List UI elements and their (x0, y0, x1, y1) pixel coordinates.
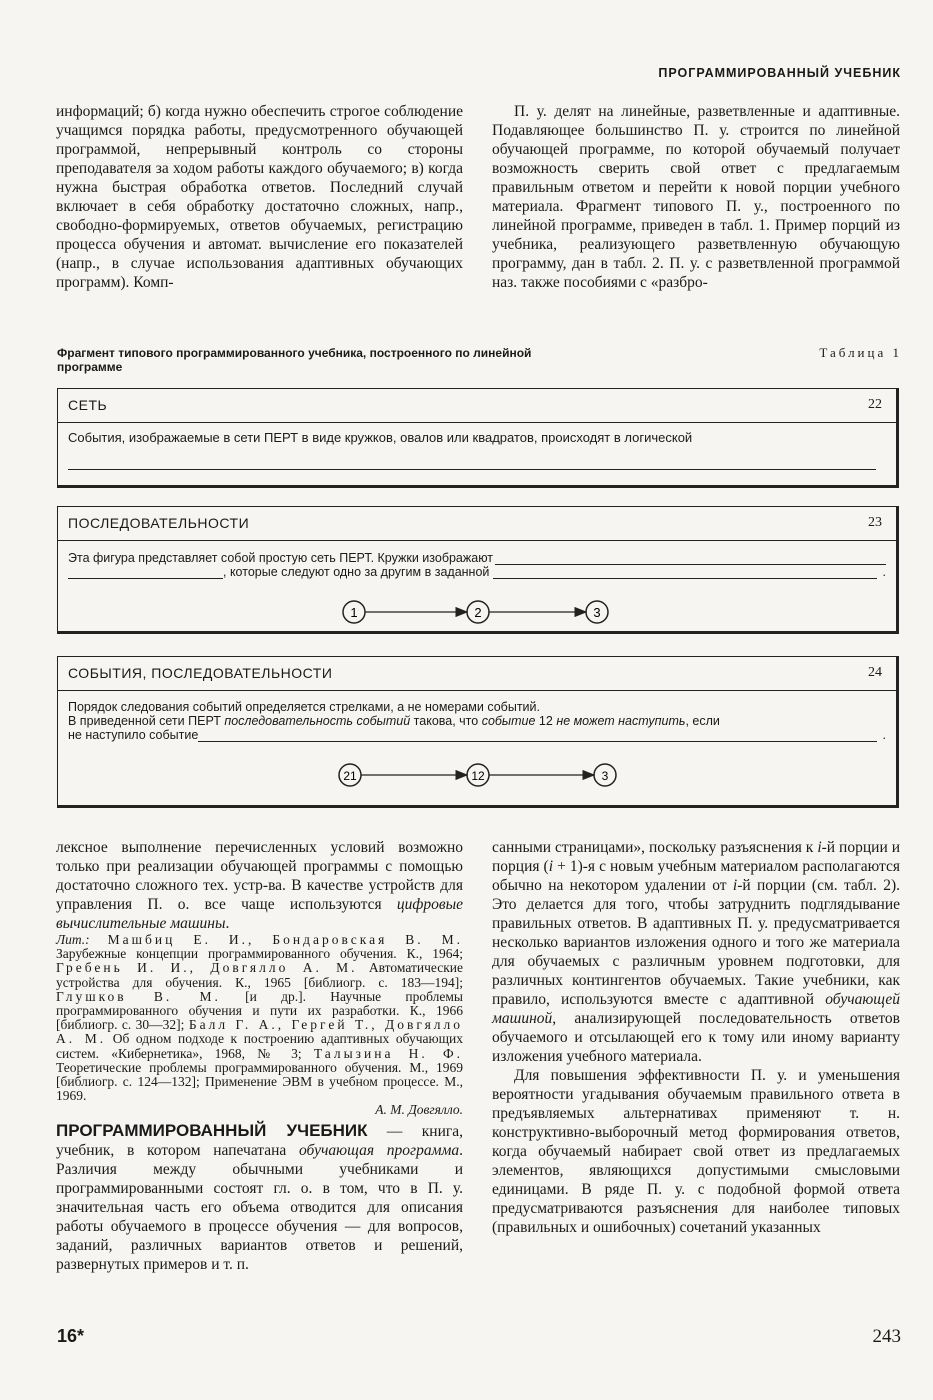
column-bottom-left (56, 838, 463, 1274)
pert-diagram (336, 757, 626, 793)
paragraph: санными страницами», поскольку разъяснения к i-й порции и порция (i + 1)-я с новым учебным материалом располагаются обычно на некотором удалении от i-й порции (см. табл. 2). Это делается для того, чтобы затруднить подглядывание правильных ответов. В адаптивных П. у. предусматривается несколько вариантов изложения одного и того же материала для обучаемых с различным уровнем подготовки, для различных контингентов обучаемых. Такие учебники, как правило, используются вместе с адаптивной обучающей машиной, анализирующей последовательность ответов обучаемого и отсылающей его к тому или иному варианту изложения учебного материала. (492, 839, 901, 1065)
frame-line (68, 728, 886, 742)
node-label: 3 (593, 605, 601, 620)
frame-text: . (882, 728, 886, 742)
column-bottom-right (492, 838, 900, 1237)
frame-body (58, 541, 896, 620)
paragraph: П. у. делят на линейные, разветвленные и адаптивные. Подавляющее большинство П. у. строится по линейной обучающей программе, по которой обучаемый получает возможность сверить свой ответ с предлагаемым правильным ответом и перейти к новой порции учебного материала. Фрагмент типового П. у., построенного по линейной программе, приведен в табл. 1. Пример порций из учебника, реализующего разветвленную обучающую программу, дан в табл. 2. П. у. с разветвленной программой наз. также пособиями с «разбро- (492, 103, 900, 291)
pert-node (343, 601, 365, 623)
frame-text: Порядок следования событий определяется стрелками, а не номерами событий. (68, 700, 540, 714)
literature-list: Лит.: Машбиц Е. И., Бондаровская В. М. Зарубежные концепции программированного обучения. К., 1964; Гребень И. И., Довгялло А. М. Автоматические устройства для обучения. К., 1965 [библиогр. с. 183—194]; Глушков В. М. [и др.]. Научные проблемы программированного обучения и пути их разработки. К., 1966 [библиогр. с. 30—32]; Балл Г. А., Гергей Т., Довгялло А. М. Об одном подходе к построению адаптивных обучающих систем. «Кибернетика», 1968, № 3; Талызина Н. Ф. Теоретические проблемы программированного обучения. М., 1969 [библиогр. с. 124—132]; Применение ЭВМ в учебном процессе. М., 1969. (56, 932, 464, 1104)
answer-blank (68, 455, 876, 470)
node-label: 12 (471, 769, 485, 783)
column-top-left (56, 102, 463, 292)
page-number: 243 (872, 1326, 901, 1347)
node-label: 21 (343, 769, 357, 783)
node-label: 3 (601, 769, 609, 783)
article-headword: ПРОГРАММИРОВАННЫЙ УЧЕБНИК (56, 1120, 368, 1140)
pert-node (594, 764, 616, 786)
frame-line (68, 565, 886, 579)
author-signature: А. М. Довгялло. (375, 1102, 463, 1118)
frame-header (58, 389, 896, 423)
frame-body (58, 423, 896, 470)
answer-blank (495, 552, 886, 565)
answer-blank (198, 729, 876, 742)
frame-line: В приведенной сети ПЕРТ последовательность событий такова, что событие 12 не может наступить, если (68, 714, 720, 728)
column-top-right (492, 102, 900, 292)
table-caption (57, 346, 902, 374)
frame-22 (57, 388, 899, 488)
frame-title: СЕТЬ (68, 397, 108, 413)
answer-blank (68, 566, 223, 579)
running-head: ПРОГРАММИРОВАННЫЙ УЧЕБНИК (658, 66, 901, 80)
signature-mark: 16* (57, 1326, 85, 1346)
frame-23 (57, 506, 899, 634)
pert-node (467, 601, 489, 623)
answer-blank (493, 566, 876, 579)
table-caption-text: Фрагмент типового программированного учебника, построенного по линейной программе (57, 346, 532, 374)
frame-number: 22 (868, 397, 882, 412)
pert-node (339, 764, 361, 786)
frame-body (58, 691, 896, 783)
frame-title: ПОСЛЕДОВАТЕЛЬНОСТИ (68, 515, 250, 531)
frame-number: 23 (868, 515, 882, 530)
frame-text: События, изображаемые в сети ПЕРТ в виде кружков, овалов или квадратов, происходят в логической (68, 430, 693, 445)
table-label: Таблица 1 (819, 345, 902, 360)
frame-text: Эта фигура представляет собой простую сеть ПЕРТ. Кружки изображают (68, 551, 494, 565)
pert-node (586, 601, 608, 623)
frame-line (68, 551, 886, 565)
frame-header (58, 657, 896, 691)
pert-diagram (340, 595, 620, 629)
frame-text: не наступило событие (68, 728, 199, 742)
frame-header (58, 507, 896, 541)
paragraph: лексное выполнение перечисленных условий возможно только при реализации обучающей программы с помощью достаточно сложного тех. устр-ва. В качестве устройств для управления П. о. все чаще используются цифровые вычислительные машины. (56, 839, 463, 932)
paragraph: информаций; б) когда нужно обеспечить строгое соблюдение учащимся порядка работы, предусмотренного обучающей программой, непрерывный контроль со стороны преподавателя за ходом работы каждого обучаемого; в) когда нужна быстрая обработка ответов. Последний случай включает в себя обработку достаточно сложных, напр., свободно-формируемых, ответов обучаемых, регистрацию процесса обучения и автомат. вычисление его показателей (напр., в случае использования адаптивных обучающих программ). Комп- (56, 103, 463, 291)
frame-text: , которые следуют одно за другим в заданной (223, 565, 490, 579)
frame-number: 24 (868, 665, 882, 680)
frame-title: СОБЫТИЯ, ПОСЛЕДОВАТЕЛЬНОСТИ (68, 665, 333, 681)
frame-text: . (882, 565, 886, 579)
pert-node (467, 764, 489, 786)
paragraph: Для повышения эффективности П. у. и уменьшения вероятности угадывания обучаемым правильного ответа в предъявляемых альтернативах применяют т. н. конструктивно-выборочный метод формирования ответов, когда обучаемый набирает свой ответ из предлагаемых элементов, являющихся допустимыми смысловыми единицами. В ряде П. у. с подобной формой ответа предусматриваются разъяснения для наиболее типовых (правильных и ошибочных) сочетаний указанных (492, 1067, 900, 1236)
paragraph: ПРОГРАММИРОВАННЫЙ УЧЕБНИК — книга, учебник, в котором напечатана обучающая программа. Различия между обычными учебниками и программированными состоят гл. о. в том, что в П. у. значительная часть его объема отводится для описания работы обучаемого в процессе обучения — для вопросов, заданий, различных вариантов ответов и решений, развернутых примеров и т. п. (56, 1120, 463, 1273)
node-label: 2 (474, 605, 482, 620)
node-label: 1 (350, 605, 358, 620)
frame-24 (57, 656, 899, 808)
